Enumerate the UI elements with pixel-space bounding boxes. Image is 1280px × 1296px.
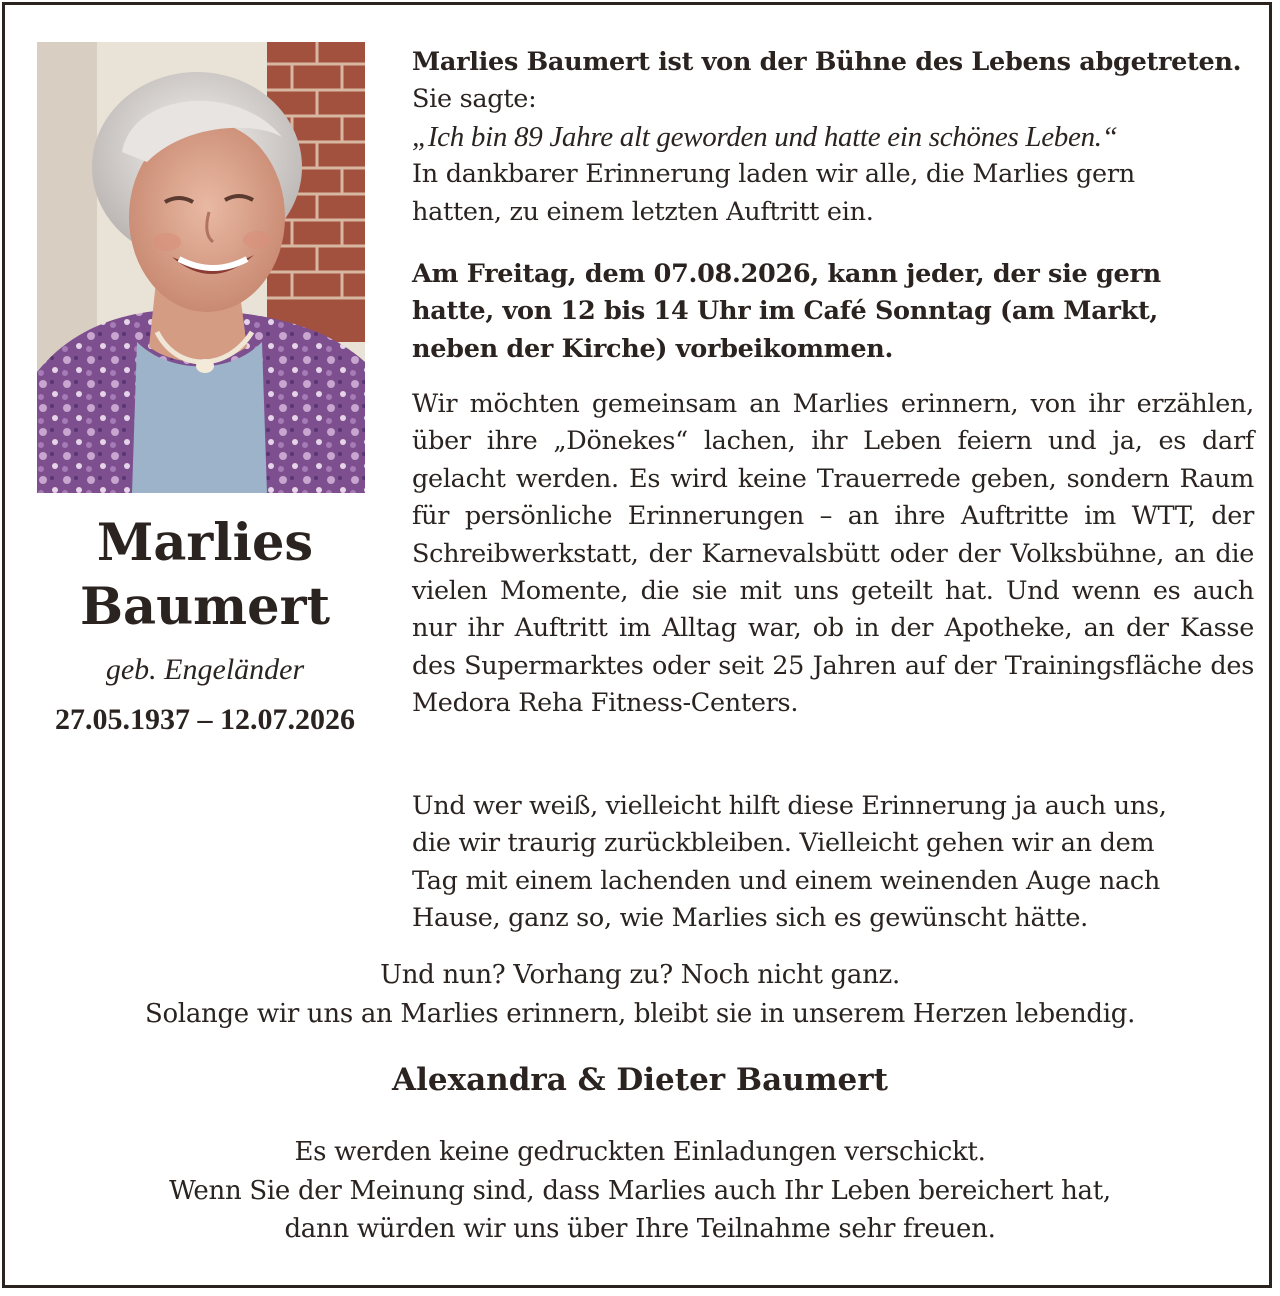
- hope-block: [412, 788, 1254, 938]
- memories-block: [412, 386, 1254, 723]
- closing-line-2: Solange wir uns an Marlies erinnern, bleibt sie in unserem Herzen lebendig.: [144, 998, 1136, 1029]
- maiden-name: geb. Engeländer: [105, 653, 305, 686]
- intro-quote: „Ich bin 89 Jahre alt geworden und hatte ein schönes Leben.“: [412, 120, 1118, 153]
- event-block: [412, 256, 1254, 368]
- event-line-2: hatte, von 12 bis 14 Uhr im Café Sonntag (am Markt,: [412, 296, 1159, 327]
- note-line-1: Es werden keine gedruckten Einladungen verschickt.: [294, 1137, 986, 1167]
- event-line-3: neben der Kirche) vorbeikommen.: [412, 333, 894, 364]
- intro-said: Sie sagte:: [412, 84, 537, 115]
- deceased-last-name: Baumert: [79, 577, 331, 637]
- deceased-first-name: Marlies: [96, 513, 314, 573]
- intro-headline: Marlies Baumert ist von der Bühne des Lebens abgetreten.: [412, 47, 1242, 77]
- hope-line-3: Tag mit einem lachenden und einem weinenden Auge nach: [412, 865, 1160, 896]
- note-line-3: dann würden wir uns über Ihre Teilnahme sehr freuen.: [284, 1214, 996, 1244]
- signature: Alexandra & Dieter Baumert: [392, 1062, 888, 1098]
- intro-block: [412, 44, 1254, 231]
- portrait-photo: [37, 42, 365, 493]
- closing-block: [30, 956, 1250, 1033]
- hope-line-4: Hause, ganz so, wie Marlies sich es gewünscht hätte.: [412, 903, 1088, 934]
- closing-line-1: Und nun? Vorhang zu? Noch nicht ganz.: [380, 960, 900, 990]
- hope-line-2: die wir traurig zurückbleiben. Vielleicht gehen wir an dem: [412, 828, 1155, 859]
- note-line-2: Wenn Sie der Meinung sind, dass Marlies auch Ihr Leben bereichert hat,: [169, 1175, 1111, 1206]
- memories-text: Wir möchten gemeinsam an Marlies erinnern, von ihr erzählen, über ihre „Dönekes“ lachen, ihr Leben feiern und ja, es darf gelacht werden. Es wird keine Trauerrede geben, sondern Raum für persönliche Erinnerungen – an ihre Auftritte im WTT, der Schreibwerkstatt, der Karnevalsbütt oder der Volksbühne, an die vielen Momente, die sie mit uns geteilt hat. Und wenn es auch nur ihr Auftritt im Alltag war, ob in der Apotheke, an der Kasse des Supermarktes oder seit 25 Jahren auf der Trainingsfläche des Medora Reha Fitness-Centers.: [412, 389, 1254, 719]
- intro-invite-line-1: In dankbarer Erinnerung laden wir alle, die Marlies gern: [412, 159, 1135, 190]
- event-line-1: Am Freitag, dem 07.08.2026, kann jeder, der sie gern: [412, 259, 1161, 289]
- life-dates: 27.05.1937 – 12.07.2026: [55, 703, 355, 736]
- intro-invite-line-2: hatten, zu einem letzten Auftritt ein.: [412, 196, 874, 227]
- note-block: [30, 1133, 1250, 1249]
- hope-line-1: Und wer weiß, vielleicht hilft diese Erinnerung ja auch uns,: [412, 791, 1167, 821]
